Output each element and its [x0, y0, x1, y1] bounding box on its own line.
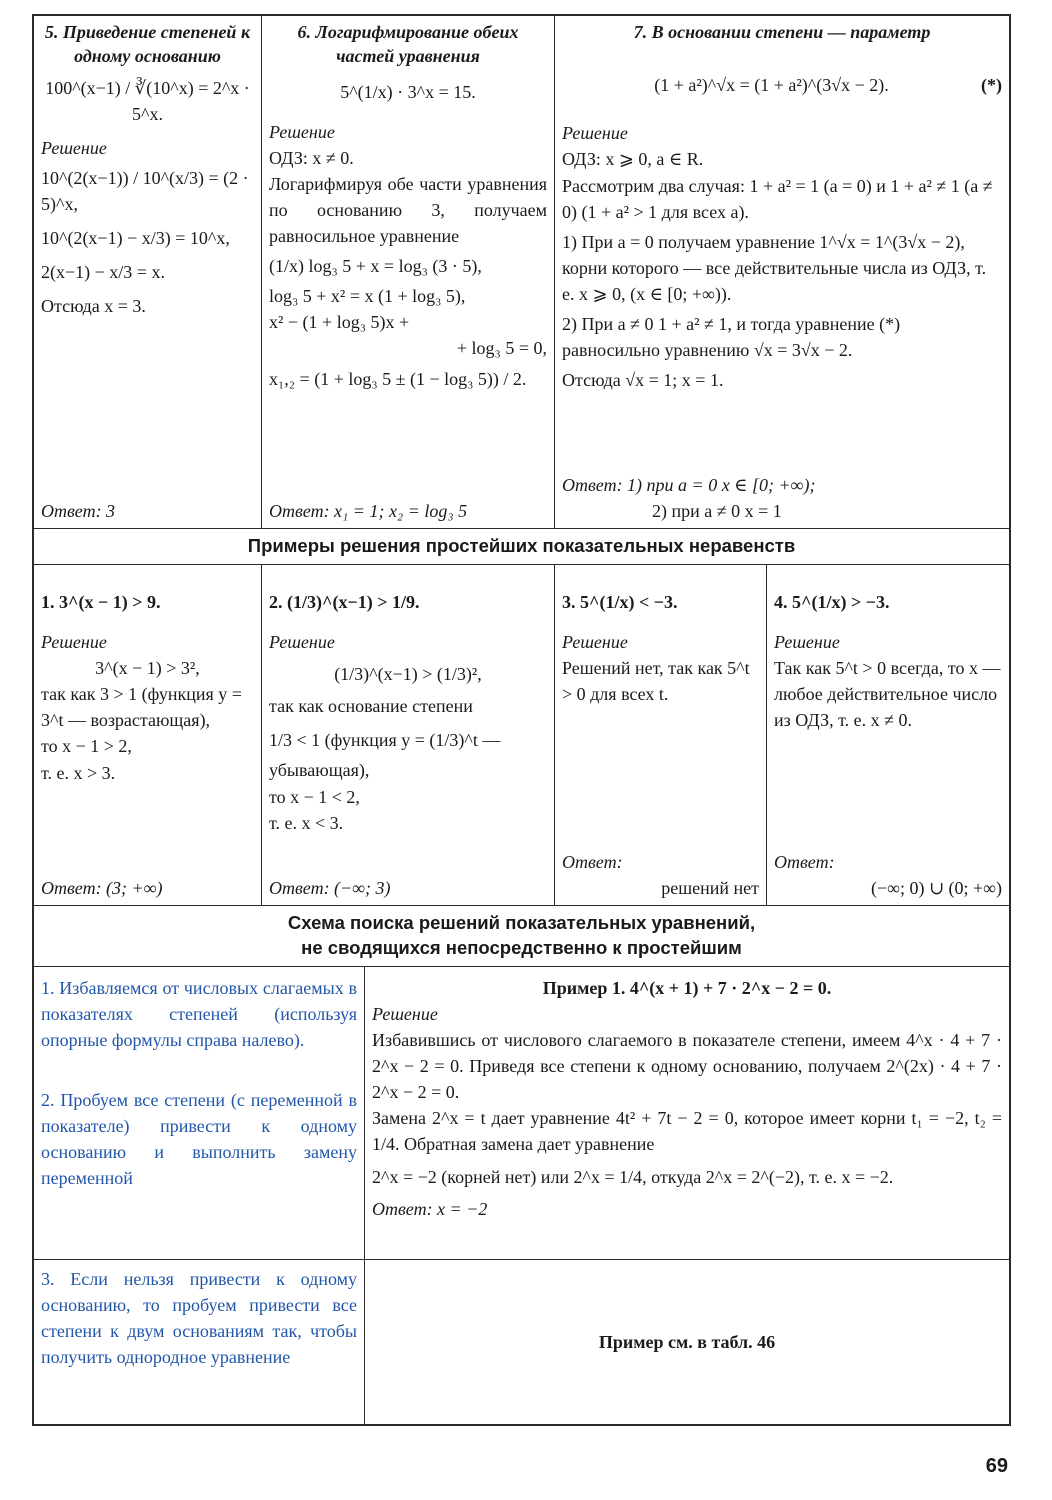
solution-label: Решение: [41, 137, 107, 158]
inequality-3-cell: [554, 565, 766, 905]
method-5-line: 10^(2(x−1)) / 10^(x/3) = (2 · 5)^x,: [41, 167, 254, 214]
inequality-1-task: 1. 3^(x − 1) > 9.: [41, 591, 161, 612]
scheme-steps-cell: [34, 967, 364, 1259]
example-line: Избавившись от числового слагаемого в показателе степени, имеем 4^x · 4 + 7 · 2^x − 2 = 0. Приведя все степени к одному основанию, получаем 2^(2x) · 4 + 7 · 2^x − 2 = 0.: [372, 1030, 1002, 1103]
method-7-title: 7. В основании степени — параметр: [633, 22, 931, 42]
inequality-2-line: убывающая),: [269, 760, 370, 781]
method-6-line: log₃ 5 + x² = x (1 + log₃ 5),: [269, 286, 466, 307]
methods-row: [34, 16, 1009, 528]
method-7-line: Отсюда √x = 1; x = 1.: [562, 370, 724, 391]
inequality-2-task: 2. (1/3)^(x−1) > 1/9.: [269, 591, 420, 612]
method-6-answer: Ответ: x₁ = 1; x₂ = log₃ 5: [269, 500, 468, 521]
table-reference: Пример см. в табл. 46: [598, 1331, 776, 1352]
scheme-ref-cell: [364, 1260, 1009, 1424]
solution-label: Решение: [774, 632, 840, 653]
method-6-line: x₁,₂ = (1 + log₃ 5 ± (1 − log₃ 5)) / 2.: [269, 368, 527, 389]
inequality-2-line: т. е. x < 3.: [269, 812, 344, 833]
method-7-answer-2: 2) при a ≠ 0 x = 1: [652, 500, 782, 521]
inequality-2-line: то x − 1 < 2,: [269, 786, 360, 807]
scheme-row: [34, 966, 1009, 1259]
inequality-1-line: т. е. x > 3.: [41, 762, 116, 783]
inequality-3-line: Решений нет, так как 5^t > 0 для всех t.: [562, 658, 750, 705]
method-7-equation-row: [562, 72, 1002, 98]
solution-label: Решение: [41, 632, 107, 653]
method-6-line: + log₃ 5 = 0,: [456, 338, 547, 359]
method-7-line: 1) При a = 0 получаем уравнение 1^√x = 1^(3√x − 2), корни которого — все действительные числа из ОДЗ, т. е. x ⩾ 0, (x ∈ [0; +∞)).: [562, 231, 987, 304]
solution-label: Решение: [562, 123, 628, 144]
example-line: Замена 2^x = t дает уравнение 4t² + 7t − 2 = 0, которое имеет корни t₁ = −2, t₂ = 1/4. Обратная замена дает уравнение: [372, 1108, 1002, 1155]
inequality-4-answer-value: (−∞; 0) ∪ (0; +∞): [870, 877, 1002, 898]
method-7-cell: [554, 16, 1009, 528]
inequality-4-cell: [766, 565, 1009, 905]
inequality-2-line: так как основание степени: [269, 696, 473, 717]
method-6-line: x² − (1 + log₃ 5)x +: [269, 312, 410, 333]
solution-label: Решение: [372, 1004, 438, 1024]
inequality-4-answer-label: Ответ:: [774, 851, 835, 872]
scheme-step-3: 3. Если нельзя привести к одному основанию, то пробуем привести все степени к двум основаниям так, чтобы получить однородное уравнение: [41, 1268, 357, 1368]
inequality-1-line: так как 3 > 1 (функция y = 3^t — возрастающая),: [41, 684, 242, 731]
scheme-row: [34, 1259, 1009, 1424]
method-5-title: 5. Приведение степеней к одному основанию: [44, 22, 251, 67]
solution-label: Решение: [269, 632, 335, 653]
section-header-row: [34, 528, 1009, 564]
inequality-3-answer-value: решений нет: [661, 877, 759, 898]
method-6-equation: 5^(1/x) · 3^x = 15.: [340, 81, 476, 102]
method-5-answer: Ответ: 3: [41, 500, 116, 521]
section-title-scheme: [34, 906, 1009, 966]
scheme-step-1: 1. Избавляемся от числовых слагаемых в показателях степеней (используя опорные формулы справа налево).: [41, 977, 357, 1051]
inequality-1-cell: [34, 565, 261, 905]
method-5-equation: 100^(x−1) / ∛(10^x) = 2^x · 5^x.: [45, 77, 255, 124]
example-answer: Ответ: x = −2: [372, 1198, 488, 1219]
method-7-line: Рассмотрим два случая: 1 + a² = 1 (a = 0) и 1 + a² ≠ 1 (a ≠ 0) (1 + a² > 1 для всех a).: [562, 175, 993, 222]
equation-star-marker: (*): [981, 75, 1002, 96]
section-title-line: не сводящихся непосредственно к простейшим: [301, 936, 742, 958]
section-title-inequalities: Примеры решения простейших показательных неравенств: [247, 535, 796, 556]
inequality-1-answer: Ответ: (3; +∞): [41, 877, 163, 898]
example-title: Пример 1. 4^(x + 1) + 7 · 2^x − 2 = 0.: [542, 977, 832, 998]
inequality-2-line: (1/3)^(x−1) > (1/3)²,: [334, 664, 482, 685]
method-5-line: 10^(2(x−1) − x/3) = 10^x,: [41, 228, 230, 249]
method-7-line: ОДЗ: x ⩾ 0, a ∈ R.: [562, 149, 704, 170]
inequality-4-line: Так как 5^t > 0 всегда, то x — любое действительное число из ОДЗ, т. е. x ≠ 0.: [774, 658, 1001, 731]
inequality-2-answer: Ответ: (−∞; 3): [269, 877, 391, 898]
method-5-line: 2(x−1) − x/3 = x.: [41, 262, 165, 283]
method-6-line: Логарифмируя обе части уравнения по основанию 3, получаем равносильное уравнение: [269, 173, 547, 247]
scheme-step-2: 2. Пробуем все степени (с переменной в показателе) привести к одному основанию и выполнить замену переменной: [41, 1090, 357, 1189]
solution-label: Решение: [269, 121, 335, 142]
inequality-2-line: 1/3 < 1 (функция y = (1/3)^t —: [269, 730, 501, 751]
example-line: 2^x = −2 (корней нет) или 2^x = 1/4, откуда 2^x = 2^(−2), т. е. x = −2.: [372, 1166, 894, 1187]
inequality-1-line: 3^(x − 1) > 3²,: [95, 658, 200, 679]
inequality-3-task: 3. 5^(1/x) < −3.: [562, 591, 678, 612]
inequality-1-line: то x − 1 > 2,: [41, 736, 132, 757]
method-6-cell: [261, 16, 554, 528]
solution-label: Решение: [562, 632, 628, 653]
method-7-answer-1: Ответ: 1) при a = 0 x ∈ [0; +∞);: [562, 474, 816, 495]
inequality-3-answer-label: Ответ:: [562, 851, 623, 872]
method-6-title: 6. Логарифмирование обеих частей уравнения: [297, 22, 519, 67]
inequality-2-cell: [261, 565, 554, 905]
inequality-4-task: 4. 5^(1/x) > −3.: [774, 591, 890, 612]
method-5-cell: [34, 16, 261, 528]
section-header-row: [34, 905, 1009, 966]
method-7-equation: (1 + a²)^√x = (1 + a²)^(3√x − 2).: [654, 75, 889, 96]
method-7-line: 2) При a ≠ 0 1 + a² ≠ 1, и тогда уравнение (*) равносильно уравнению √x = 3√x − 2.: [562, 314, 901, 361]
method-5-line: Отсюда x = 3.: [41, 296, 146, 317]
reference-table: [32, 14, 1011, 1426]
scheme-example-cell: [364, 967, 1009, 1259]
page-number: 69: [985, 1455, 1008, 1477]
inequalities-row: [34, 564, 1009, 905]
method-6-line: ОДЗ: x ≠ 0.: [269, 147, 354, 168]
section-title-line: Схема поиска решений показательных уравнений,: [287, 911, 756, 933]
method-6-line: (1/x) log₃ 5 + x = log₃ (3 · 5),: [269, 256, 482, 277]
scheme-step-3-cell: [34, 1260, 364, 1424]
